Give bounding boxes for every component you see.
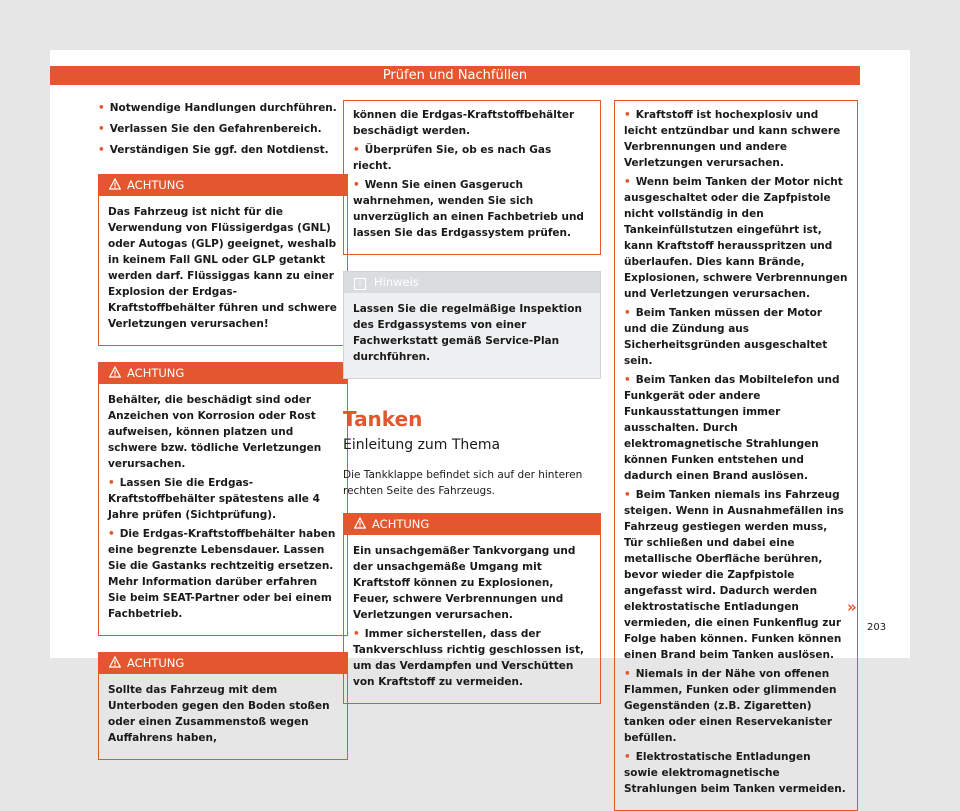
warning-header: ACHTUNG: [344, 514, 600, 535]
warning-box: [98, 362, 348, 636]
manual-page: [50, 50, 910, 795]
note-text: Lassen Sie die regelmäßige Inspektion des Erdgassystems von einer Fachwerkstatt gemäß Service-Plan durchführen.: [353, 303, 582, 363]
warning-header: ACHTUNG: [99, 363, 347, 384]
list-item: • Elektrostatische Entladungen sowie elektromagnetische Strahlungen beim Tanken vermeiden.: [624, 751, 846, 795]
column-1: [98, 100, 348, 760]
list-item: • Lassen Sie die Erdgas-Kraftstoffbehälter spätestens alle 4 Jahre prüfen (Sichtprüfung).: [108, 477, 320, 521]
list-item: • Beim Tanken das Mobiltelefon und Funkgerät oder andere Funkausstattungen immer ausschalten. Durch elektromagnetische Strahlungen können Funken entstehen und dadurch einen Brand auslösen.: [624, 374, 840, 482]
warning-text: Sollte das Fahrzeug mit dem Unterboden gegen den Boden stoßen oder einen Zusammenstoß wegen Auffahrens haben,: [108, 684, 330, 744]
list-item: • Die Erdgas-Kraftstoffbehälter haben eine begrenzte Lebensdauer. Lassen Sie die Gastanks rechtzeitig ersetzen. Mehr Information darüber erfahren Sie beim SEAT-Partner oder bei einem Fachbetrieb.: [108, 528, 336, 620]
list-item: • Niemals in der Nähe von offenen Flammen, Funken oder glimmenden Gegenständen (z.B. Zigaretten) tanken oder einen Reservekanister befüllen.: [624, 668, 837, 744]
warning-text: Behälter, die beschädigt sind oder Anzeichen von Korrosion oder Rost aufweisen, können platzen und schwere bzw. tödliche Verletzungen verursachen.: [108, 394, 322, 470]
column-3: [614, 100, 858, 811]
list-item: • Notwendige Handlungen durchführen.: [98, 102, 337, 114]
section-title: Tanken: [343, 407, 423, 431]
bullet-icon: •: [98, 144, 105, 156]
bullet-icon: •: [624, 374, 631, 386]
bullet-icon: •: [624, 109, 631, 121]
warning-box: [98, 652, 348, 760]
bullet-icon: •: [108, 528, 115, 540]
info-icon: i: [354, 278, 366, 290]
bullet-icon: •: [624, 176, 631, 188]
list-item: • Wenn beim Tanken der Motor nicht ausgeschaltet oder die Zapfpistole nicht vollständig in den Tankeinfüllstutzen eingeführt ist, kann Kraftstoff herausspritzen und überlaufen. Dies kann Brände, Explosionen, schwere Verbrennungen und Verletzungen verursachen.: [624, 176, 848, 300]
warning-box: [98, 174, 348, 346]
bullet-icon: •: [98, 102, 105, 114]
bullet-icon: •: [624, 489, 631, 501]
warning-text: Das Fahrzeug ist nicht für die Verwendung von Flüssigerdgas (GNL) oder Autogas (GLP) geeignet, weshalb in keinem Fall GNL oder GLP getankt werden darf. Flüssiggas kann zu einer Explosion der Erdgas-Kraftstoffbehälter führen und schwere Verletzungen verursachen!: [108, 206, 337, 330]
bullet-icon: •: [353, 179, 360, 191]
list-item: • Verlassen Sie den Gefahrenbereich.: [98, 123, 322, 135]
warning-header: ACHTUNG: [99, 175, 347, 196]
list-item: • Wenn Sie einen Gasgeruch wahrnehmen, wenden Sie sich unverzüglich an einen Fachbetrieb und lassen Sie das Erdgassystem prüfen.: [353, 179, 584, 239]
bullet-icon: •: [98, 123, 105, 135]
bullet-icon: •: [108, 477, 115, 489]
page-header: Prüfen und Nachfüllen: [50, 66, 860, 85]
warning-box: [343, 513, 601, 704]
list-item: • Beim Tanken niemals ins Fahrzeug steigen. Wenn in Ausnahmefällen ins Fahrzeug gestiegen werden muss, Tür schließen und dabei eine metallische Oberfläche berühren, bevor wieder die Zapfpistole angefasst wird. Dadurch werden elektrostatische Entladungen vermieden, die einen Funkenflug zur Folge haben können. Funken können einen Brand beim Tanken auslösen.: [624, 489, 844, 661]
warning-box-continued: [614, 100, 858, 811]
list-item: • Immer sicherstellen, dass der Tankverschluss richtig geschlossen ist, um das Verdampfen und Verschütten von Kraftstoff zu vermeiden.: [353, 628, 584, 688]
warning-icon: [109, 178, 121, 190]
bullet-icon: •: [624, 668, 631, 680]
list-item: • Beim Tanken müssen der Motor und die Zündung aus Sicherheitsgründen ausgeschaltet sein.: [624, 307, 828, 367]
note-header: i Hinweis: [344, 272, 600, 293]
bullet-icon: •: [624, 751, 631, 763]
warning-text: Ein unsachgemäßer Tankvorgang und der unsachgemäße Umgang mit Kraftstoff können zu Explosionen, Feuer, schwere Verbrennungen und Verletzungen verursachen.: [353, 545, 576, 621]
bullet-icon: •: [624, 307, 631, 319]
bullet-icon: •: [353, 144, 360, 156]
list-item: • Kraftstoff ist hochexplosiv und leicht entzündbar und kann schwere Verbrennungen und andere Verletzungen verursachen.: [624, 109, 841, 169]
bullet-icon: •: [353, 628, 360, 640]
list-item: • Verständigen Sie ggf. den Notdienst.: [98, 144, 329, 156]
column-2: [343, 100, 601, 704]
warning-icon: [109, 656, 121, 668]
note-box: [343, 271, 601, 379]
warning-icon: [354, 517, 366, 529]
warning-icon: [109, 366, 121, 378]
list-item: • Überprüfen Sie, ob es nach Gas riecht.: [353, 144, 552, 172]
body-text: Die Tankklappe befindet sich auf der hinteren rechten Seite des Fahrzeugs.: [343, 469, 583, 497]
page-number: 203: [867, 622, 887, 633]
warning-box-continued: [343, 100, 601, 255]
continue-arrow-icon: »: [847, 598, 857, 616]
subsection-title: Einleitung zum Thema: [343, 437, 501, 453]
warning-header: ACHTUNG: [99, 653, 347, 674]
warning-text: können die Erdgas-Kraftstoffbehälter beschädigt werden.: [353, 109, 575, 137]
